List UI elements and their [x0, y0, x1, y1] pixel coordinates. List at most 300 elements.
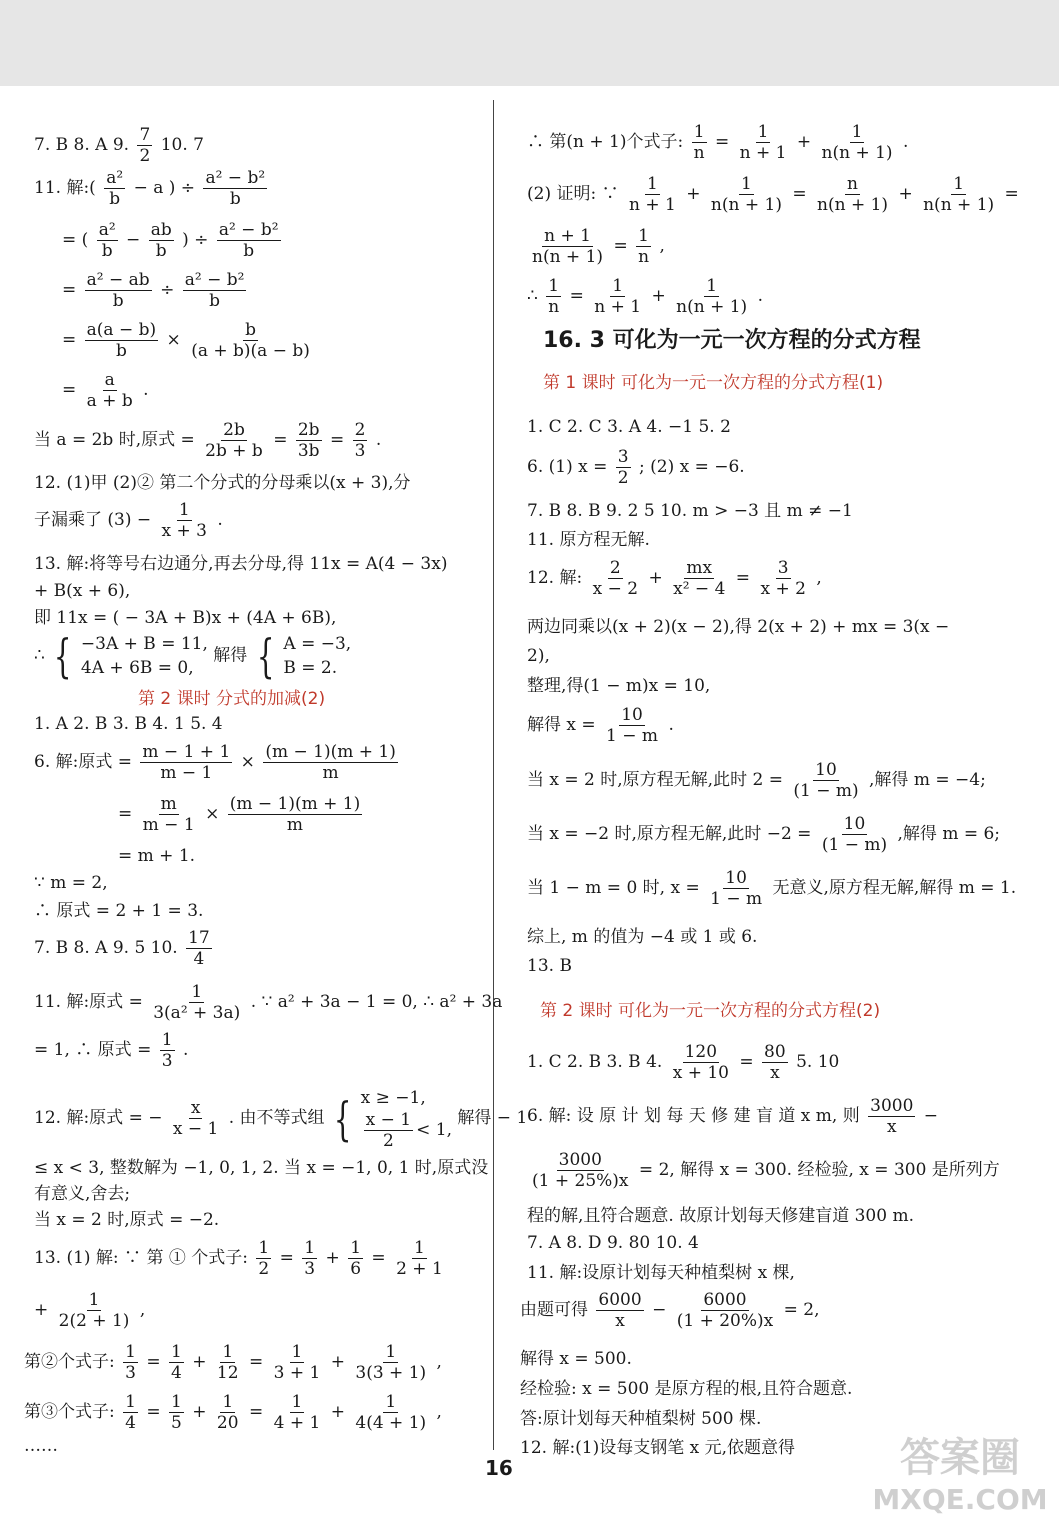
text: 子漏乘了 (3) − [34, 510, 152, 530]
answer-line [527, 1042, 839, 1083]
top-margin-band [0, 0, 1059, 86]
text: × [205, 804, 220, 824]
denominator: n(n + 1) [923, 195, 995, 215]
text: = [248, 1352, 264, 1372]
numerator: 1 [291, 1392, 303, 1412]
numerator: 2 [354, 420, 366, 440]
text: . ∵ a² + 3a − 1 = 0, ∴ a² + 3a [250, 992, 503, 1012]
denominator: 4 + 1 [273, 1413, 321, 1433]
text: 12. 解:原式 = − [34, 1108, 163, 1128]
ellipsis: …… [24, 1436, 58, 1456]
denominator: 3(3 + 1) [355, 1363, 427, 1383]
text: + [686, 184, 701, 204]
fraction [160, 1030, 175, 1071]
text: 当 x = 2 时,原方程无解,此时 2 = [527, 770, 783, 790]
fraction [104, 168, 125, 209]
fraction [123, 1392, 138, 1433]
watermark-domain: MXQE.COM [875, 1483, 1045, 1516]
text: = 1, ∴ 原式 = [34, 1040, 152, 1060]
numerator: 6000 [598, 1290, 642, 1310]
fraction [97, 220, 118, 261]
text: 当 a = 2b 时,原式 = [34, 430, 195, 450]
denominator: m − 1 [160, 763, 213, 783]
section-heading: 16. 3 可化为一元一次方程的分式方程 [543, 328, 921, 353]
answer-line: 答:原计划每天种植梨树 500 棵. [520, 1409, 762, 1429]
denominator: 20 [216, 1413, 239, 1433]
numerator: 1 [612, 276, 624, 296]
numerator: 1 [171, 1392, 182, 1412]
fraction [203, 168, 267, 209]
denominator: (1 + 25%)x [532, 1171, 629, 1191]
text: . [668, 715, 674, 735]
fraction [530, 1150, 631, 1191]
inequality: x ≥ −1, [360, 1088, 426, 1108]
fraction [636, 226, 651, 267]
text: ,解得 m = −4; [869, 770, 986, 790]
text: ÷ [160, 280, 175, 300]
denominator: 5 [171, 1413, 182, 1433]
text: , [436, 1402, 442, 1422]
denominator: a + b [86, 391, 133, 411]
fraction [272, 1342, 323, 1383]
text: 5. 10 [796, 1052, 840, 1072]
numerator: 1 [125, 1342, 136, 1362]
numerator: m − 1 + 1 [142, 742, 231, 762]
denominator: b [109, 189, 121, 209]
denominator: b [229, 189, 241, 209]
fraction [263, 742, 398, 783]
text: + [325, 1248, 340, 1268]
denominator: 1 − m [606, 726, 659, 746]
denominator: x + 10 [672, 1063, 729, 1083]
denominator: 2 [382, 1131, 394, 1151]
numerator: x − 1 [365, 1110, 412, 1130]
text: ; (2) x = −6. [638, 457, 745, 477]
text: 当 1 − m = 0 时, x = [527, 878, 700, 898]
denominator: (1 − m) [793, 781, 859, 801]
text: + [330, 1352, 345, 1372]
answer-line [527, 1096, 938, 1137]
text: = [371, 1248, 386, 1268]
left-brace: { [256, 629, 275, 683]
denominator: 12 [216, 1363, 239, 1383]
answer-line: ∴ 原式 = 2 + 1 = 3. [34, 901, 204, 921]
answer-line [34, 1030, 188, 1071]
denominator: 3 + 1 [273, 1363, 321, 1383]
answer-line [527, 705, 674, 746]
text: . 由不等式组 [228, 1108, 325, 1128]
numerator: 1 [741, 174, 752, 194]
denominator: 4 [171, 1363, 182, 1383]
answer-line [34, 168, 270, 209]
answer-line [62, 320, 315, 361]
denominator: n [693, 143, 705, 163]
text: . [143, 380, 149, 400]
page-number: 16 [485, 1456, 513, 1480]
watermark-text: 答案圈 [900, 1435, 1020, 1481]
answer-line: 7. B 8. B 9. 2 5 10. m > −3 且 m ≠ −1 [527, 501, 853, 521]
numerator: 10 [621, 705, 643, 725]
text: 解得 x = [527, 715, 596, 735]
text: 13. (1) 解: ∵ 第 ① 个式子: [34, 1248, 248, 1268]
numerator: a² [98, 220, 116, 240]
fraction [140, 742, 232, 783]
numerator: 1 [88, 1290, 100, 1310]
numerator: 120 [684, 1042, 718, 1062]
text: 解得 [213, 645, 248, 666]
numerator: 10 [725, 868, 747, 888]
numerator: 1 [125, 1392, 136, 1412]
answer-line: ≤ x < 3, 整数解为 −1, 0, 1, 2. 当 x = −1, 0, 1 时,原式没 [34, 1158, 489, 1178]
answer-line: 当 x = 2 时,原式 = −2. [34, 1210, 220, 1230]
lesson-subheading: 第 2 课时 分式的加减(2) [138, 689, 326, 709]
text: = 2, [783, 1300, 820, 1320]
text: , [816, 568, 822, 588]
numerator: 6000 [703, 1290, 747, 1310]
denominator: x + 3 [161, 521, 208, 541]
numerator: 1 [851, 122, 863, 142]
answer-line [62, 270, 249, 311]
column-divider [493, 100, 494, 1450]
text: + [898, 184, 913, 204]
text: 6. 解:原式 = [34, 752, 132, 772]
denominator: 6 [350, 1259, 362, 1279]
fraction [546, 276, 561, 317]
text: 6. (1) x = [527, 457, 608, 477]
numerator: 1 [385, 1392, 397, 1412]
answer-line: 7. A 8. D 9. 80 10. 4 [527, 1233, 699, 1253]
fraction [738, 122, 789, 163]
answer-line: 有意义,舍去; [34, 1184, 131, 1204]
fraction [151, 982, 242, 1023]
numerator: 3 [617, 447, 629, 467]
text: = [273, 430, 288, 450]
fraction [228, 794, 363, 835]
equation-system [283, 632, 351, 680]
numerator: a [104, 370, 115, 390]
answer-line [34, 982, 502, 1023]
denominator: n(n + 1) [676, 297, 748, 317]
numerator: 1 [222, 1392, 234, 1412]
denominator: x − 2 [592, 579, 639, 599]
answer-line [34, 1238, 448, 1279]
text: (2) 证明: ∵ [527, 184, 619, 204]
numerator: 3000 [558, 1150, 602, 1170]
text: ,解得 m = 6; [897, 824, 1001, 844]
answer-line [527, 814, 1000, 855]
left-brace: { [54, 629, 72, 683]
fraction [592, 276, 643, 317]
answer-line: 程的解,且符合题意. 故原计划每天修建盲道 300 m. [527, 1206, 914, 1226]
text: 第③个式子: [24, 1402, 115, 1422]
answer-line: 12. 解:(1)设每支钢笔 x 元,依题意得 [520, 1438, 796, 1458]
fraction [674, 276, 749, 317]
text: 1. C 2. B 3. B 4. [527, 1052, 663, 1072]
fraction [671, 1042, 731, 1083]
answer-line: 经检验: x = 500 是原方程的根,且符合题意. [520, 1379, 853, 1399]
text: = [62, 330, 77, 350]
text: 无意义,原方程无解,解得 m = 1. [772, 878, 1017, 898]
numerator: 7 [139, 125, 151, 145]
text: 12. 解: [527, 568, 583, 588]
numerator: a² − b² [184, 270, 245, 290]
fraction [272, 1392, 323, 1433]
numerator: a² [106, 168, 124, 188]
fraction [675, 1290, 776, 1331]
fraction [215, 1342, 241, 1383]
numerator: 1 [350, 1238, 362, 1258]
denominator: 2b + b [205, 441, 263, 461]
fraction [183, 270, 247, 311]
fraction [394, 1238, 445, 1279]
answer-line [527, 174, 1019, 215]
fraction [791, 760, 860, 801]
text: + [648, 568, 663, 588]
fraction [353, 1342, 428, 1383]
answer-line [34, 928, 215, 969]
fraction [203, 420, 265, 461]
numerator: 1 [385, 1342, 397, 1362]
numerator: 1 [953, 174, 965, 194]
denominator: b [209, 291, 221, 311]
denominator: m [286, 815, 304, 835]
text: × [240, 752, 255, 772]
answer-line: 解得 x = 500. [520, 1349, 632, 1369]
numerator: 1 [178, 500, 190, 520]
fraction [186, 928, 212, 969]
denominator: (1 + 20%)x [676, 1311, 774, 1331]
numerator: 80 [764, 1042, 786, 1062]
numerator: 1 [757, 122, 769, 142]
denominator: 3b [297, 441, 320, 461]
fraction [627, 174, 678, 215]
fraction [868, 1096, 915, 1137]
numerator: 1 [291, 1342, 303, 1362]
numerator: ab [150, 220, 172, 240]
denominator: x − 1 [172, 1119, 219, 1139]
answer-line [527, 122, 908, 163]
denominator: x² − 4 [673, 579, 726, 599]
answer-line: 13. 解:将等号右边通分,再去分母,得 11x = A(4 − 3x) [34, 554, 448, 574]
answer-line [527, 226, 665, 267]
denominator: 2(2 + 1) [58, 1311, 130, 1331]
denominator: 4 [193, 949, 205, 969]
numerator: 1 [222, 1342, 234, 1362]
text: + [651, 286, 666, 306]
numerator: m [160, 794, 177, 814]
numerator: mx [686, 558, 713, 578]
denominator: b [115, 341, 127, 361]
answer-line [527, 868, 1016, 909]
fraction [616, 447, 631, 488]
answer-line: 11. 解:设原计划每天种植梨树 x 棵, [527, 1263, 795, 1283]
numerator: 1 [414, 1238, 425, 1258]
answer-line [527, 447, 745, 488]
left-brace: { [333, 1091, 352, 1146]
fraction [604, 705, 660, 746]
fraction [57, 1290, 132, 1331]
text: − a ) ÷ [133, 178, 196, 198]
denominator: x + 2 [760, 579, 806, 599]
text: 第②个式子: [24, 1352, 115, 1372]
text: ∴ [527, 286, 538, 306]
denominator: m [322, 763, 339, 783]
equation: B = 2. [283, 658, 338, 678]
numerator: 1 [171, 1342, 182, 1362]
denominator: (a + b)(a − b) [191, 341, 310, 361]
denominator: 4(4 + 1) [355, 1413, 427, 1433]
answer-line: 13. B [527, 956, 572, 976]
denominator: 2 [139, 146, 151, 166]
answer-line: 综上, m 的值为 −4 或 1 或 6. [527, 927, 758, 947]
denominator: 3(a² + 3a) [153, 1003, 241, 1023]
answer-line: 整理,得(1 − m)x = 10, [527, 676, 711, 696]
text: ) ÷ [182, 230, 209, 250]
fraction [708, 868, 764, 909]
fraction [160, 500, 209, 541]
equation: −3A + B = 11, [80, 634, 208, 654]
numerator: a² − b² [218, 220, 279, 240]
answer-line [520, 1290, 820, 1331]
denominator: x [886, 1117, 897, 1137]
denominator: x [770, 1063, 780, 1083]
denominator: n [638, 247, 650, 267]
answer-line [34, 500, 223, 541]
numerator: n [847, 174, 858, 194]
inequality [361, 1110, 452, 1151]
numerator: (m − 1)(m + 1) [229, 794, 361, 814]
fraction [596, 1290, 643, 1331]
numerator: 1 [548, 276, 560, 296]
numerator: 1 [304, 1238, 316, 1258]
text: 10. 7 [160, 135, 204, 155]
denominator: 3 [125, 1363, 136, 1383]
fraction [171, 1098, 220, 1139]
text: + [192, 1402, 207, 1422]
answer-line [527, 276, 763, 317]
numerator: a(a − b) [86, 320, 157, 340]
answer-line [24, 1342, 442, 1383]
fraction [85, 270, 152, 311]
denominator: b [155, 241, 167, 261]
fraction [353, 420, 368, 461]
numerator: (m − 1)(m + 1) [265, 742, 396, 762]
fraction [189, 320, 312, 361]
text: = [613, 236, 628, 256]
text: ( [89, 178, 96, 198]
text: + [796, 132, 812, 152]
text: = [248, 1402, 264, 1422]
fraction [123, 1342, 138, 1383]
numerator: 1 [693, 122, 705, 142]
answer-line: 11. 原方程无解. [527, 530, 650, 550]
text: = 2, 解得 x = 300. 经检验, x = 300 是所列方 [638, 1160, 1000, 1180]
answer-line: ∵ m = 2, [34, 873, 108, 893]
denominator: n(n + 1) [532, 247, 604, 267]
fraction [692, 122, 707, 163]
text: . [375, 430, 382, 450]
answer-line [118, 794, 365, 835]
denominator: 3 [161, 1051, 173, 1071]
text: 解得 − 1 [457, 1108, 528, 1128]
fraction [758, 558, 807, 599]
fraction [215, 1392, 241, 1433]
text: 11. 解: [34, 178, 90, 198]
text: × [166, 330, 181, 350]
numerator: 1 [258, 1238, 270, 1258]
fraction [217, 220, 281, 261]
text: + [34, 1300, 49, 1320]
denominator: n + 1 [629, 195, 676, 215]
denominator: b [101, 241, 113, 261]
equation-system [81, 632, 208, 680]
text: ∴ [34, 645, 45, 666]
fraction [137, 125, 152, 166]
numerator: a² − b² [205, 168, 266, 188]
numerator: 1 [647, 174, 658, 194]
fraction [364, 1110, 413, 1151]
denominator: n(n + 1) [710, 195, 782, 215]
text: − [126, 230, 141, 250]
numerator: 17 [188, 928, 210, 948]
fraction [296, 420, 322, 461]
text: . [902, 132, 909, 152]
text: < 1, [416, 1120, 452, 1140]
text: = [146, 1402, 161, 1422]
fraction [815, 174, 890, 215]
numerator: 1 [191, 982, 203, 1002]
numerator: n + 1 [544, 226, 591, 246]
lesson-subheading: 第 1 课时 可化为一元一次方程的分式方程(1) [543, 373, 884, 393]
fraction [591, 558, 640, 599]
text: − [652, 1300, 667, 1320]
denominator: 3 [304, 1259, 316, 1279]
numerator: x [190, 1098, 201, 1118]
denominator: b [112, 291, 124, 311]
fraction [671, 558, 727, 599]
text: 由题可得 [520, 1300, 588, 1320]
text: = [792, 184, 807, 204]
answer-line [34, 1086, 527, 1151]
text: = [279, 1248, 294, 1268]
fraction [820, 814, 889, 855]
fraction [302, 1238, 317, 1279]
numerator: 3 [777, 558, 789, 578]
equation: 4A + 6B = 0, [80, 658, 194, 678]
text: = [1004, 184, 1019, 204]
text: 7. B 8. A 9. 5 10. [34, 938, 178, 958]
answer-line: 即 11x = ( − 3A + B)x + (4A + 6B), [34, 608, 337, 628]
denominator: n [548, 297, 560, 317]
fraction [149, 220, 174, 261]
denominator: x [615, 1311, 625, 1331]
text: . [182, 1040, 189, 1060]
inequality-system [361, 1086, 452, 1151]
denominator: 2 + 1 [396, 1259, 443, 1279]
answer-line [24, 1392, 442, 1433]
answer-line: = m + 1. [118, 846, 196, 866]
fraction [353, 1392, 428, 1433]
answer-line [34, 420, 381, 461]
text: 当 x = −2 时,原方程无解,此时 −2 = [527, 824, 812, 844]
text: = ( [62, 230, 89, 250]
numerator: b [245, 320, 256, 340]
equation: A = −3, [283, 634, 352, 654]
text: . [757, 286, 763, 306]
answer-line [34, 742, 401, 783]
denominator: 2 [258, 1259, 270, 1279]
numerator: 2b [223, 420, 245, 440]
